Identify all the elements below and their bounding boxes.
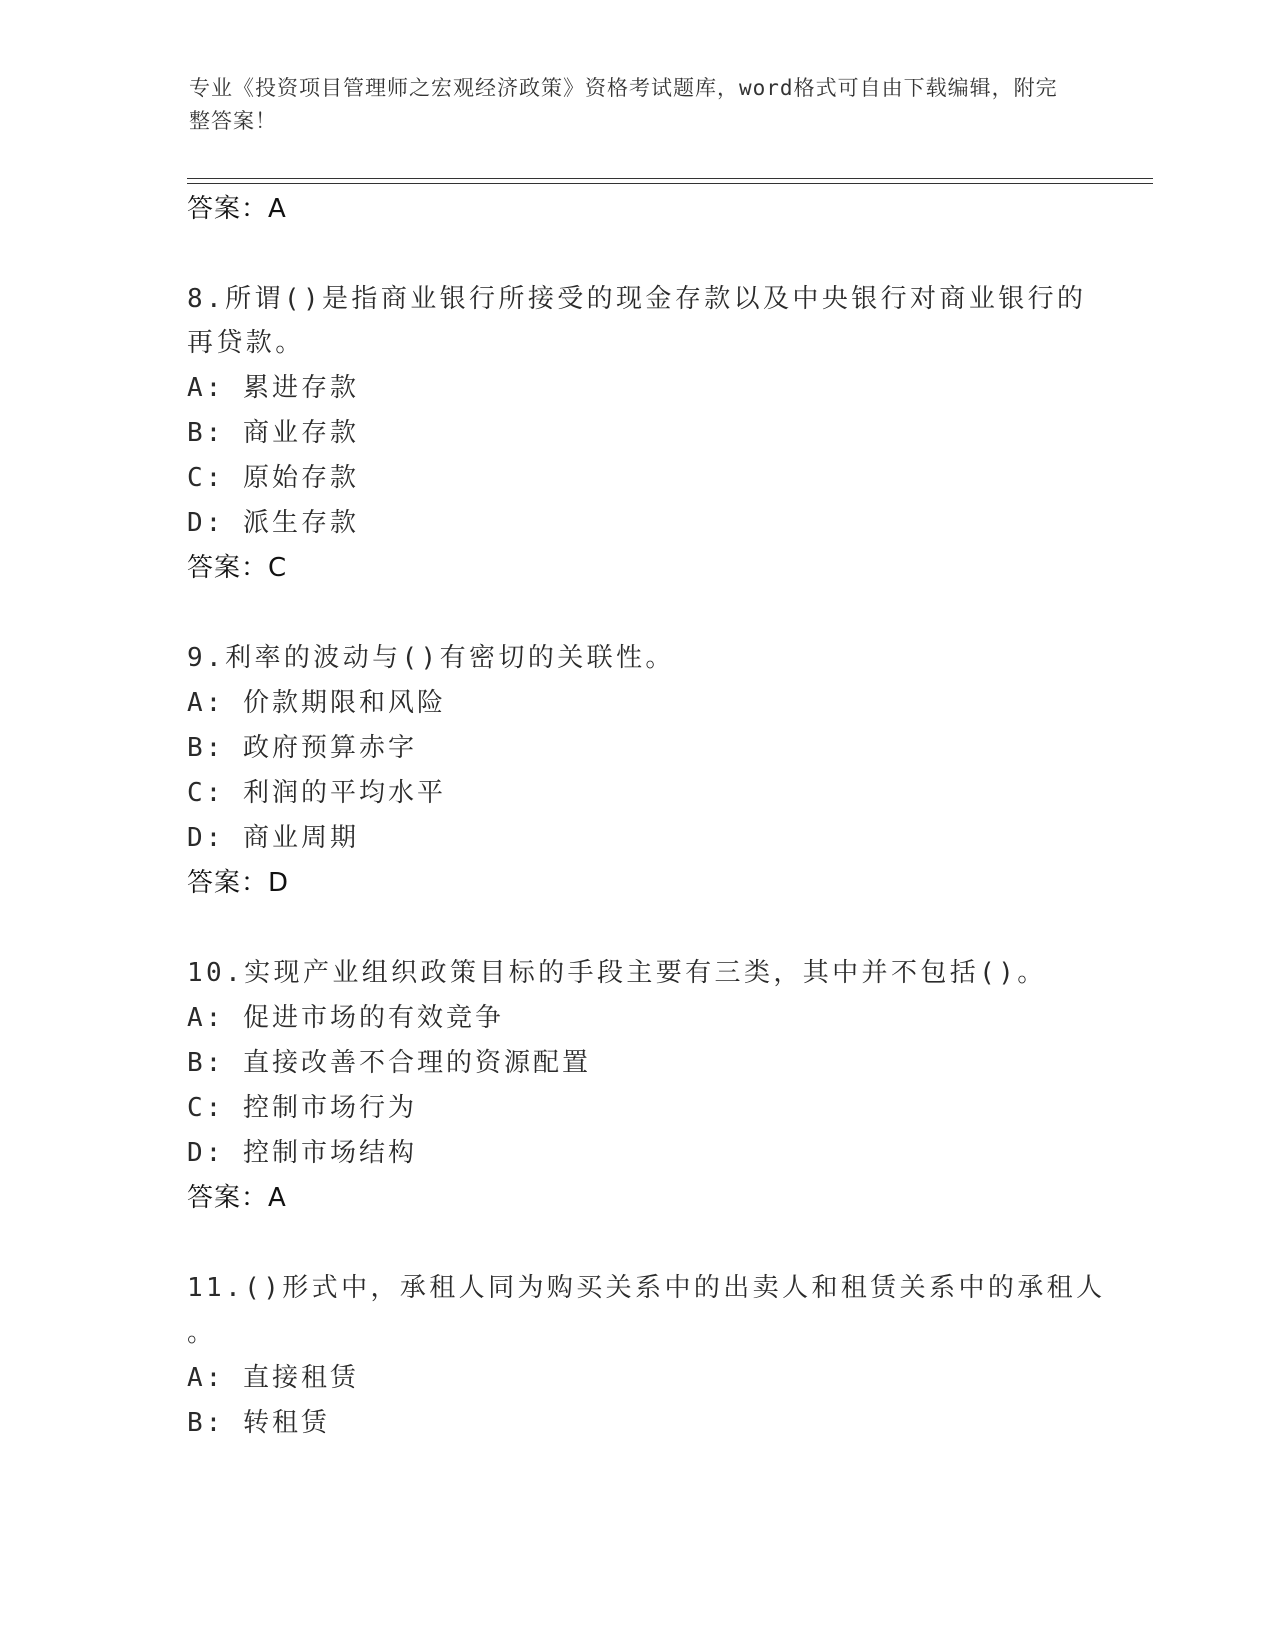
option-b: B: 政府预算赤字	[187, 733, 417, 763]
header-divider-top	[187, 178, 1153, 179]
option-b: B: 商业存款	[187, 418, 359, 448]
option-c: C: 控制市场行为	[187, 1093, 417, 1123]
option-d: D: 商业周期	[187, 823, 359, 853]
option-b: B: 直接改善不合理的资源配置	[187, 1048, 591, 1078]
question-text-continued: 。	[187, 1318, 217, 1348]
answer-line: 答案：C	[187, 553, 288, 583]
question-text: 8.所谓()是指商业银行所接受的现金存款以及中央银行对商业银行的	[187, 284, 1087, 314]
answer-line: 答案：A	[187, 1183, 287, 1213]
option-c: C: 原始存款	[187, 463, 359, 493]
question-text: 9.利率的波动与()有密切的关联性。	[187, 643, 675, 673]
option-a: A: 累进存款	[187, 373, 359, 403]
option-a: A: 促进市场的有效竞争	[187, 1003, 504, 1033]
question-text: 10.实现产业组织政策目标的手段主要有三类，其中并不包括()。	[187, 958, 1047, 988]
option-c: C: 利润的平均水平	[187, 778, 446, 808]
question-text: 11.()形式中，承租人同为购买关系中的出卖人和租赁关系中的承租人	[187, 1273, 1106, 1303]
option-a: A: 价款期限和风险	[187, 688, 446, 718]
option-d: D: 派生存款	[187, 508, 359, 538]
answer-line: 答案：A	[187, 194, 287, 224]
header-divider-bottom	[187, 183, 1153, 184]
option-b: B: 转租赁	[187, 1408, 330, 1438]
answer-line: 答案：D	[187, 868, 290, 898]
document-header: 专业《投资项目管理师之宏观经济政策》资格考试题库，word格式可自由下载编辑，附完整答案！	[189, 76, 1058, 133]
question-text-continued: 再贷款。	[187, 328, 305, 358]
option-a: A: 直接租赁	[187, 1363, 359, 1393]
option-d: D: 控制市场结构	[187, 1138, 417, 1168]
